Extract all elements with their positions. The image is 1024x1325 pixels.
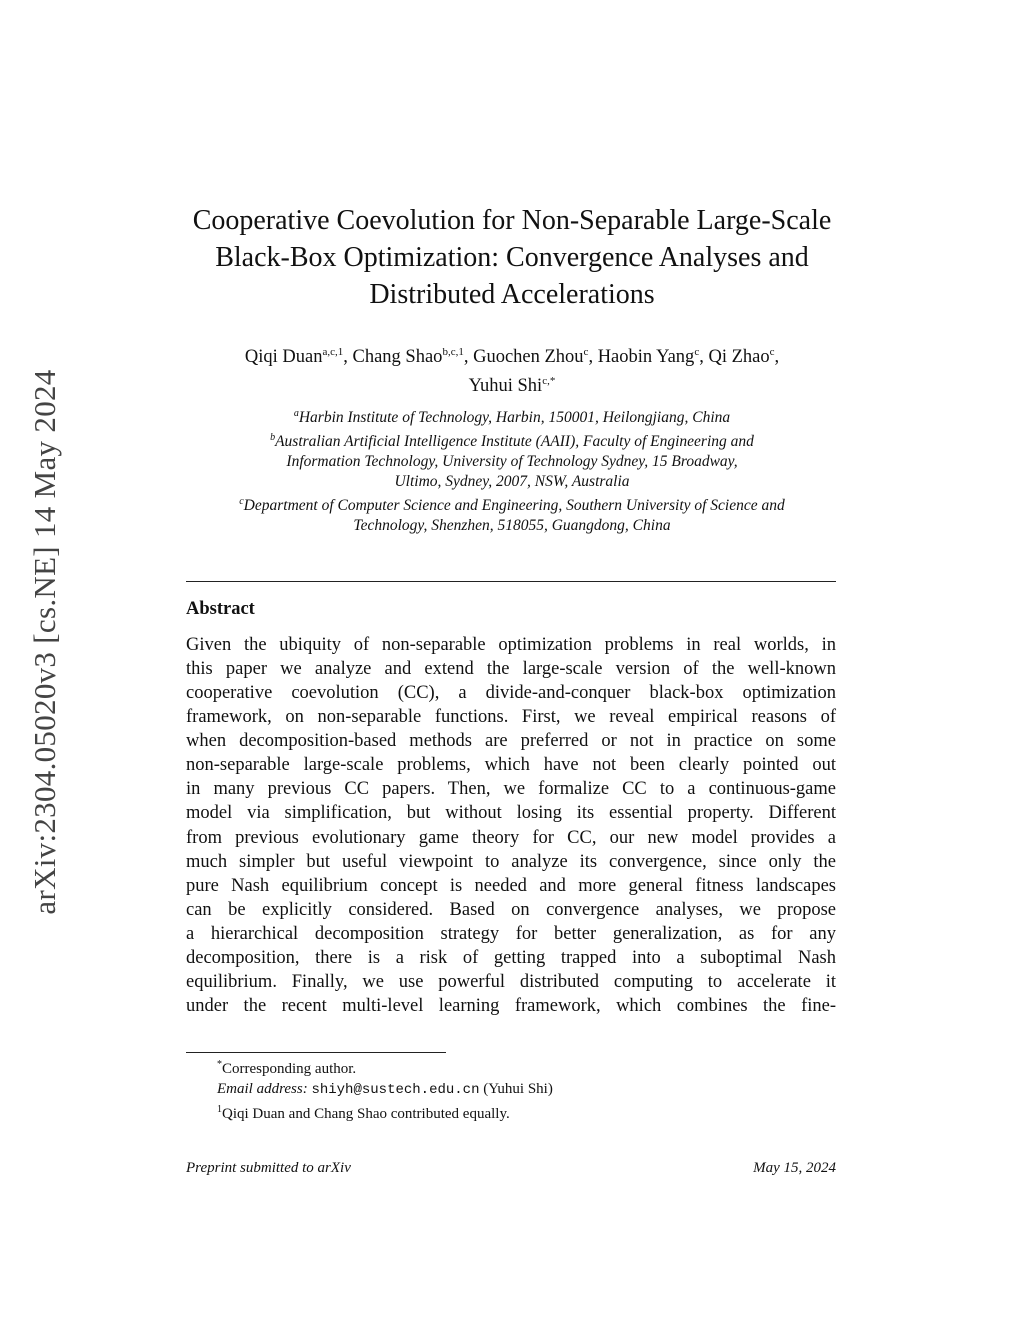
author: Chang Shao$^{b,c,1}$,: [352, 346, 474, 368]
arxiv-side-stamp: arXiv:2304.05020v3 [cs.NE] 14 May 2024: [27, 369, 62, 915]
abstract-line: in many previous CC papers. Then, we formalize CC to a continuous-game: [186, 779, 836, 800]
author: Qi Zhao$^c$,: [708, 346, 780, 368]
abstract-line: this paper we analyze and extend the large-scale version of the well-known: [186, 659, 836, 680]
abstract-heading: Abstract: [186, 599, 255, 619]
abstract-line: pure Nash equilibrium concept is needed and more general fitness landscapes: [186, 875, 836, 896]
footer-left: Preprint submitted to arXiv: [186, 1160, 351, 1176]
title-line: Black-Box Optimization: Convergence Analyses and: [215, 242, 809, 273]
footnotes: [186, 1055, 553, 1124]
paper-title: [150, 202, 874, 313]
affiliation-b-line: Ultimo, Sydney, 2007, NSW, Australia: [394, 473, 630, 491]
author: Haobin Yang$^c$,: [597, 346, 709, 368]
abstract-line: model via simplification, but without losing its essential property. Different: [186, 803, 836, 824]
footnote-rule: [186, 1052, 446, 1053]
abstract-line: framework, on non-separable functions. First, we reveal empirical reasons of: [186, 707, 836, 728]
footer-date: May 15, 2024: [753, 1160, 836, 1176]
title-line: Distributed Accelerations: [369, 279, 655, 310]
affiliation-b: $^b$Australian Artificial Intelligence Institute (AAII), Faculty of Engineering and: [270, 432, 754, 451]
abstract-line: from previous evolutionary game theory for CC, our new model provides a: [186, 827, 836, 848]
affiliations: [150, 404, 874, 536]
abstract-line: when decomposition-based methods are preferred or not in practice on some: [186, 731, 836, 752]
author: Guochen Zhou$^c$,: [473, 346, 598, 368]
author-list: [150, 340, 874, 398]
abstract-line: much simpler but useful viewpoint to analyze its convergence, since only the: [186, 851, 836, 872]
abstract-line: Given the ubiquity of non-separable optimization problems in real worlds, in: [186, 635, 836, 655]
abstract-line: non-separable large-scale problems, which have not been clearly pointed out: [186, 755, 836, 776]
abstract-line: equilibrium. Finally, we use powerful distributed computing to accelerate it: [186, 971, 836, 992]
abstract-line: under the recent multi-level learning framework, which combines the fine-: [186, 995, 836, 1016]
footnote-corresponding: *Corresponding author.: [217, 1059, 357, 1077]
author: Qiqi Duan$^{a,c,1}$,: [244, 346, 353, 368]
abstract-line: cooperative coevolution (CC), a divide-and-conquer black-box optimization: [186, 683, 836, 704]
affiliation-c-line: Technology, Shenzhen, 518055, Guangdong, China: [353, 517, 671, 535]
abstract-top-rule: [186, 581, 836, 582]
abstract-line: decomposition, there is a risk of getting trapped into a suboptimal Nash: [186, 947, 836, 968]
email-link[interactable]: shiyh@sustech.edu.cn: [311, 1082, 480, 1098]
affiliation-c: $^c$Department of Computer Science and Engineering, Southern University of Science and: [239, 496, 785, 515]
abstract-line: can be explicitly considered. Based on convergence analyses, we propose: [186, 899, 836, 920]
abstract-body: [186, 633, 836, 1018]
footnote-email: Email address: shiyh@sustech.edu.cn (Yuhui Shi): [217, 1081, 553, 1098]
footnote-equal: $^1$Qiqi Duan and Chang Shao contributed equally.: [217, 1104, 510, 1122]
affiliation-b-line: Information Technology, University of Technology Sydney, 15 Broadway,: [286, 453, 738, 471]
page-footer: [186, 1160, 836, 1177]
author: Yuhui Shi$^{c,*}$: [468, 375, 556, 397]
title-line: Cooperative Coevolution for Non-Separable Large-Scale: [192, 205, 832, 236]
abstract-line: a hierarchical decomposition strategy for better generalization, as for any: [186, 923, 836, 944]
affiliation-a: $^a$Harbin Institute of Technology, Harbin, 150001, Heilongjiang, China: [293, 408, 731, 427]
